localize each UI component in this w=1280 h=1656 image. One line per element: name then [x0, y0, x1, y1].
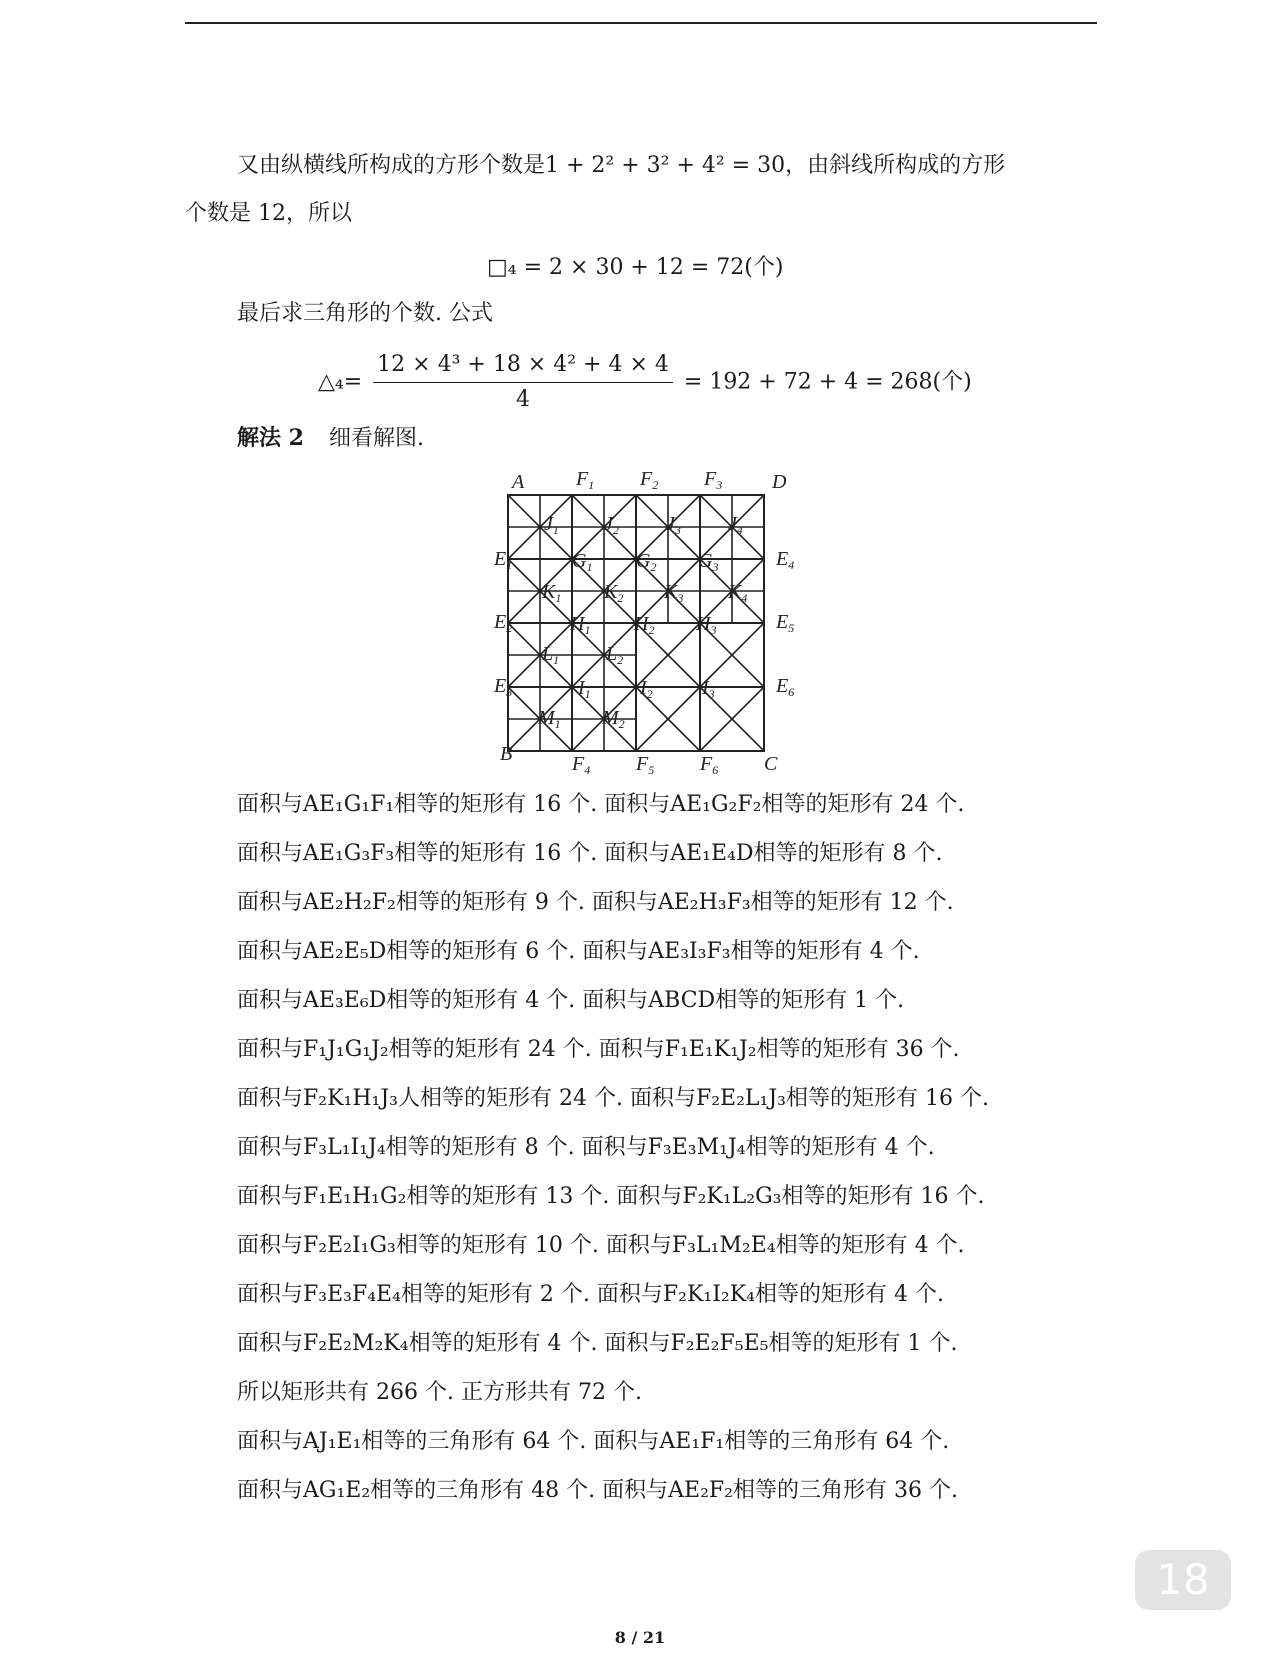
- page-number: 8 / 21: [614, 1628, 666, 1647]
- paragraph-squares-b: 个数是 12，所以: [185, 201, 352, 226]
- figure-label-j1: $J_1$: [544, 513, 559, 537]
- equation-lhs: △₄=: [318, 369, 363, 395]
- figure-label-m1: $M_1$: [538, 707, 561, 731]
- figure-label-j2: $J_2$: [604, 513, 619, 537]
- rectangle-list: [237, 780, 989, 1515]
- figure-label-e3: $E_3$: [494, 675, 513, 699]
- page-badge: 18: [1135, 1550, 1231, 1610]
- paragraph-squares-a: 又由纵横线所构成的方形个数是1 + 2² + 3² + 4² = 30，由斜线所构成的方形: [237, 153, 1006, 178]
- figure-label-g2: $G_2$: [636, 550, 657, 574]
- list-line: 面积与F₁E₁H₁G₂相等的矩形有 13 个. 面积与F₂K₁L₂G₃相等的矩形有 16 个.: [237, 1184, 985, 1209]
- figure-label-f6: $F_6$: [700, 753, 719, 777]
- list-line: 面积与AE₃E₆D相等的矩形有 4 个. 面积与ABCD相等的矩形有 1 个.: [237, 988, 905, 1013]
- list-line: 面积与AE₁G₃F₃相等的矩形有 16 个. 面积与AE₁E₄D相等的矩形有 8 个.: [237, 841, 943, 866]
- figure-label-l2: $L_2$: [606, 643, 624, 667]
- figure-label-h1: $H_1$: [570, 613, 591, 637]
- list-line: 面积与F₁J₁G₁J₂相等的矩形有 24 个. 面积与F₁E₁K₁J₂相等的矩形有 36 个.: [237, 1037, 960, 1062]
- figure-label-f5: $F_5$: [636, 753, 655, 777]
- figure-label-k3: $K_3$: [664, 581, 684, 605]
- figure-label-i1: $I_1$: [578, 677, 591, 701]
- figure-label-l1: $L_1$: [542, 643, 560, 667]
- figure-label-f4: $F_4$: [572, 753, 591, 777]
- figure-label-i3: $I_3$: [702, 677, 715, 701]
- paragraph-triangles-intro: 最后求三角形的个数. 公式: [237, 301, 493, 326]
- figure-label-g3: $G_3$: [698, 550, 719, 574]
- list-line: 面积与F₃E₃F₄E₄相等的矩形有 2 个. 面积与F₂K₁I₂K₄相等的矩形有 4 个.: [237, 1282, 944, 1307]
- method-label: 解法 2: [237, 425, 304, 451]
- figure-label-b: B: [500, 743, 513, 765]
- list-line: 面积与AE₁G₁F₁相等的矩形有 16 个. 面积与AE₁G₂F₂相等的矩形有 24 个.: [237, 792, 965, 817]
- figure-label-j4: $J_4$: [728, 513, 743, 537]
- equation-squares: □₄ = 2 × 30 + 12 = 72(个): [487, 255, 784, 280]
- figure-label-m2: $M_2$: [602, 707, 625, 731]
- fraction-denominator: 4: [516, 387, 531, 412]
- list-line: 面积与AJ₁E₁相等的三角形有 64 个. 面积与AE₁F₁相等的三角形有 64 个.: [237, 1429, 950, 1454]
- figure-label-k4: $K_4$: [728, 581, 748, 605]
- figure-label-e4: $E_4$: [776, 548, 795, 572]
- list-line: 所以矩形共有 266 个. 正方形共有 72 个.: [237, 1380, 642, 1405]
- grid-figure: [470, 470, 810, 790]
- figure-label-e6: $E_6$: [776, 675, 795, 699]
- list-line: 面积与F₃L₁I₁J₄相等的矩形有 8 个. 面积与F₃E₃M₁J₄相等的矩形有 4 个.: [237, 1135, 935, 1160]
- figure-label-e2: $E_2$: [494, 611, 513, 635]
- figure-label-g1: $G_1$: [572, 550, 593, 574]
- list-line: 面积与F₂K₁H₁J₃人相等的矩形有 24 个. 面积与F₂E₂L₁J₃相等的矩形有 16 个.: [237, 1086, 989, 1111]
- figure-label-a: A: [512, 471, 525, 493]
- method-2-heading: [237, 422, 424, 455]
- grid-figure-svg: [470, 470, 810, 790]
- equation-fraction: [373, 348, 673, 417]
- figure-label-f1: $F_1$: [576, 470, 595, 492]
- list-line: 面积与F₂E₂M₂K₄相等的矩形有 4 个. 面积与F₂E₂F₅E₅相等的矩形有 1 个.: [237, 1331, 958, 1356]
- top-rule: [185, 22, 1097, 24]
- method-text: 细看解图.: [328, 426, 424, 451]
- figure-label-d: D: [772, 471, 787, 493]
- figure-label-e1: $E_1$: [494, 548, 513, 572]
- figure-label-h3: $H_3$: [696, 613, 717, 637]
- figure-label-k2: $K_2$: [604, 581, 624, 605]
- list-line: 面积与AE₂E₅D相等的矩形有 6 个. 面积与AE₃I₃F₃相等的矩形有 4 个.: [237, 939, 920, 964]
- figure-label-c: C: [764, 753, 778, 775]
- list-line: 面积与AG₁E₂相等的三角形有 48 个. 面积与AE₂F₂相等的三角形有 36 个.: [237, 1478, 958, 1503]
- list-line: 面积与AE₂H₂F₂相等的矩形有 9 个. 面积与AE₂H₃F₃相等的矩形有 12 个.: [237, 890, 954, 915]
- figure-label-h2: $H_2$: [634, 613, 655, 637]
- equation-rhs: = 192 + 72 + 4 = 268(个): [683, 369, 972, 395]
- figure-label-e5: $E_5$: [776, 611, 795, 635]
- figure-label-f3: $F_3$: [704, 470, 723, 492]
- fraction-numerator: 12 × 4³ + 18 × 4² + 4 × 4: [373, 348, 673, 383]
- equation-triangles: [318, 348, 972, 417]
- figure-label-k1: $K_1$: [542, 581, 562, 605]
- figure-label-i2: $I_2$: [640, 677, 653, 701]
- figure-label-j3: $J_3$: [666, 513, 681, 537]
- figure-label-f2: $F_2$: [640, 470, 659, 492]
- list-line: 面积与F₂E₂I₁G₃相等的矩形有 10 个. 面积与F₃L₁M₂E₄相等的矩形有 4 个.: [237, 1233, 965, 1258]
